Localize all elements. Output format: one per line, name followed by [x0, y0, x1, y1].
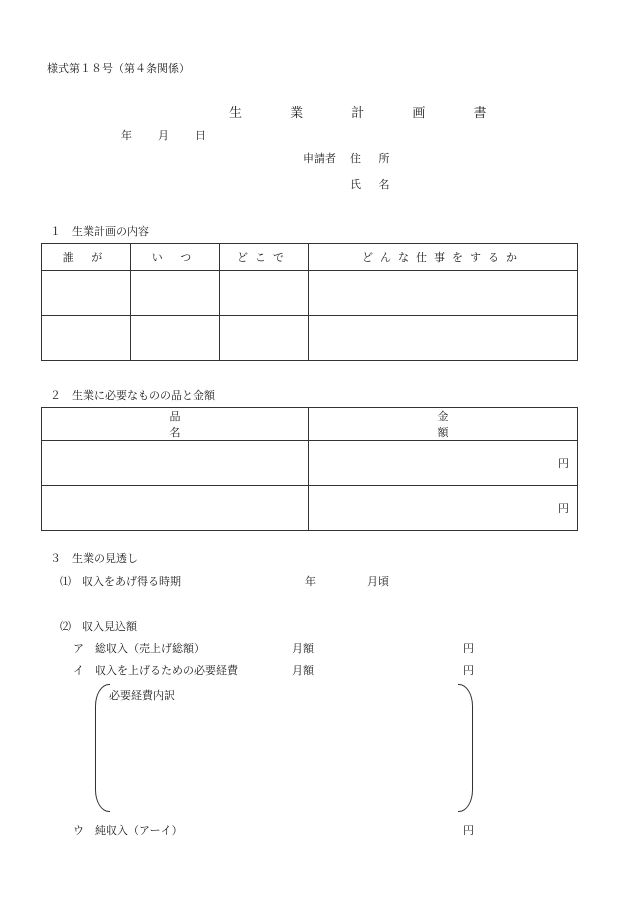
plan-when-cell[interactable]	[131, 316, 220, 361]
expected-income-label: ⑵ 収入見込額	[60, 620, 137, 633]
expense-breakdown-label: 必要経費内訳	[109, 689, 175, 702]
plan-what-cell[interactable]	[309, 271, 578, 316]
col-what: どんな仕事をするか	[309, 244, 578, 271]
item-name-cell[interactable]	[42, 441, 309, 486]
col-when: い つ	[131, 244, 220, 271]
col-amount: 金 額	[309, 408, 578, 441]
amount-cell[interactable]: 円	[309, 441, 578, 486]
gross-income-period: 月額	[292, 642, 314, 655]
date-month-label: 月	[158, 129, 169, 142]
section1-heading: １ 生業計画の内容	[50, 225, 149, 238]
income-timing-month[interactable]: 月頃	[367, 575, 389, 588]
plan-where-cell[interactable]	[220, 271, 309, 316]
right-bracket	[458, 684, 473, 812]
income-timing-label: ⑴ 収入をあげ得る時期	[60, 575, 181, 588]
name-label: 氏 名	[350, 178, 397, 191]
plan-who-cell[interactable]	[42, 316, 131, 361]
gross-income-unit[interactable]: 円	[463, 642, 474, 655]
income-timing-year[interactable]: 年	[305, 575, 316, 588]
left-bracket	[95, 684, 110, 812]
address-label: 住 所	[350, 152, 397, 165]
plan-table-header	[42, 244, 578, 271]
plan-when-cell[interactable]	[131, 271, 220, 316]
table-row	[42, 316, 578, 361]
plan-who-cell[interactable]	[42, 271, 131, 316]
col-who: 誰 が	[42, 244, 131, 271]
net-income-label: ウ 純収入（アーイ）	[73, 824, 183, 837]
plan-table	[41, 243, 578, 361]
table-row	[42, 441, 578, 486]
items-table-header	[42, 408, 578, 441]
table-row	[42, 271, 578, 316]
col-where: どこで	[220, 244, 309, 271]
expenses-period: 月額	[292, 664, 314, 677]
section2-heading: ２ 生業に必要なものの品と金額	[50, 389, 215, 402]
items-table	[41, 407, 578, 531]
amount-cell[interactable]: 円	[309, 486, 578, 531]
item-name-cell[interactable]	[42, 486, 309, 531]
section3-heading: ３ 生業の見透し	[50, 552, 138, 565]
col-item-name: 品 名	[42, 408, 309, 441]
plan-where-cell[interactable]	[220, 316, 309, 361]
form-number: 様式第１８号（第４条関係）	[47, 62, 190, 75]
net-income-unit[interactable]: 円	[463, 824, 474, 837]
gross-income-label: ア 総収入（売上げ総額）	[73, 642, 205, 655]
date-day-label: 日	[195, 129, 206, 142]
applicant-label: 申請者	[303, 152, 336, 165]
expenses-unit[interactable]: 円	[463, 664, 474, 677]
plan-what-cell[interactable]	[309, 316, 578, 361]
page-title: 生 業 計 画 書	[229, 106, 509, 121]
table-row	[42, 486, 578, 531]
expenses-label: イ 収入を上げるための必要経費	[73, 664, 238, 677]
date-year-label: 年	[121, 129, 132, 142]
